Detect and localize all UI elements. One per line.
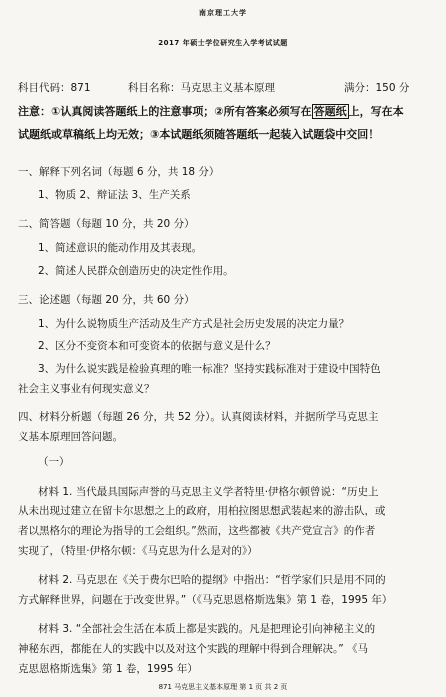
section-1-items: 1、物质 2、辩证法 3、生产关系 (38, 189, 191, 201)
material-3-line: 材料 3. “全部社会生活在本质上都是实践的。凡是把理论引向神秘主义的 (38, 623, 376, 635)
exam-title: 2017 年硕士学位研究生入学考试试题 (158, 39, 288, 47)
section-3-item-3: 3、为什么说实践是检验真理的唯一标准？坚持实践标准对于建设中国特色 (38, 363, 381, 375)
university-name: 南京理工大学 (199, 9, 247, 17)
subject-code-value: 871 (70, 82, 91, 94)
material-3-line: 神秘东西，都能在人的实践中以及对这个实践的理解中得到合理解决。” 《马 (18, 643, 369, 655)
section-4-heading: 四、材料分析题（每题 26 分，共 52 分）。认真阅读材料，并据所学马克思主 (18, 411, 379, 423)
section-3-item-2: 2、区分不变资本和可变资本的依据与意义是什么？ (38, 340, 276, 352)
subject-name-label: 科目名称： (128, 82, 181, 94)
notice-label: 注意： (18, 105, 51, 118)
answer-sheet-box: 答题纸 (313, 105, 347, 118)
full-score (344, 80, 409, 95)
material-3-line: 克思恩格斯选集》第 1 卷，1995 年） (18, 663, 198, 675)
material-1-line: 者以黑格尔的理论为指导的工会组织。”然而，这些都被《共产党宣言》的作者 (18, 525, 376, 537)
section-2-item-2: 2、简述人民群众创造历史的决定性作用。 (38, 265, 234, 277)
full-score-value: 150 分 (375, 82, 410, 94)
section-4-part-label: （一） (38, 456, 70, 468)
subject-name-value: 马克思主义基本原理 (180, 82, 275, 94)
notice-line-2: 试题纸或草稿纸上均无效；③本试题纸须随答题纸一起装入试题袋中交回！ (18, 128, 380, 141)
notice-line-1: 注意：①认真阅读答题纸上的注意事项；②所有答案必须写在 答题纸 上，写在本 (18, 105, 404, 118)
section-3-item-3-cont: 社会主义事业有何现实意义？ (18, 383, 155, 395)
material-2-line: 材料 2. 马克思在《关于费尔巴哈的提纲》中指出：“哲学家们只是用不同的 (38, 574, 386, 586)
material-1-line: 实现了，（特里·伊格尔顿：《马克思为什么是对的》） (18, 545, 258, 557)
material-2-line: 方式解释世界，问题在于改变世界。”（《马克思恩格斯选集》第 1 卷，1995 年） (18, 594, 393, 606)
section-2-item-1: 1、简述意识的能动作用及其表现。 (38, 242, 203, 254)
section-3-heading: 三、论述题（每题 20 分，共 60 分） (18, 294, 195, 306)
section-1-heading: 一、解释下列名词（每题 6 分，共 18 分） (18, 166, 220, 178)
section-3-item-1: 1、为什么说物质生产活动及生产方式是社会历史发展的决定力量？ (38, 318, 350, 330)
subject-code (18, 80, 91, 95)
material-1-line: 从未出现过建立在留卡尔思想之上的政府，用柏拉图思想武装起来的游击队，或 (18, 505, 386, 517)
section-2-heading: 二、简答题（每题 10 分，共 20 分） (18, 218, 195, 230)
material-1-line: 材料 1. 当代最具国际声誉的马克思主义学者特里·伊格尔顿曾说：“历史上 (38, 486, 379, 498)
page-footer: 871 马克思主义基本原理 第 1 页 共 2 页 (158, 683, 288, 691)
subject-code-label: 科目代码： (18, 82, 71, 94)
subject-name (128, 80, 275, 95)
section-4-heading-cont: 义基本原理回答问题。 (18, 431, 123, 443)
full-score-label: 满分： (344, 82, 376, 94)
